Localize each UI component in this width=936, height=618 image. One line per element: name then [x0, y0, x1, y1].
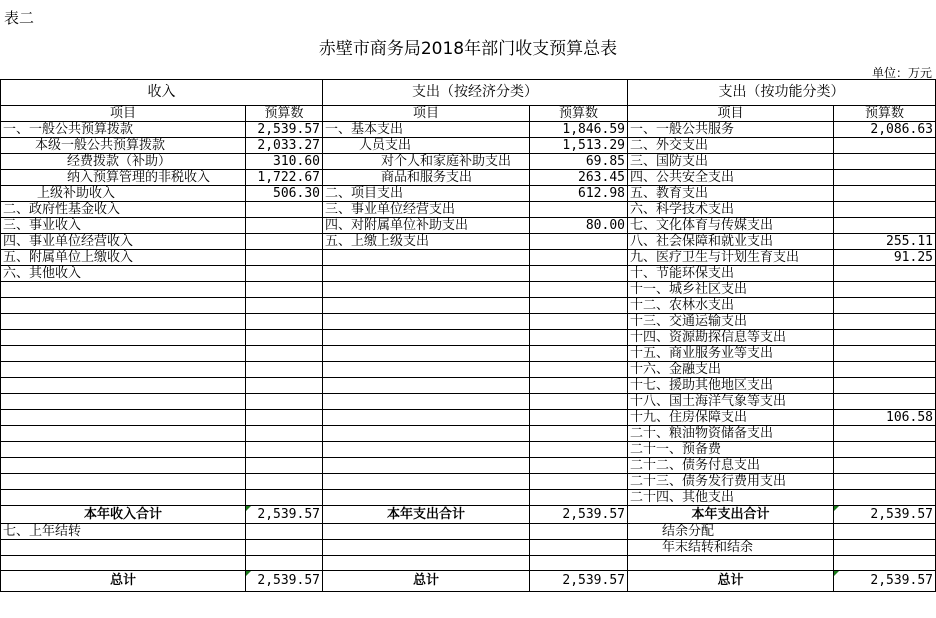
carry-row-2 [1, 540, 936, 556]
func-item: 二十二、债务付息支出 [628, 458, 834, 474]
income-budget [246, 250, 323, 266]
table-row [1, 442, 936, 458]
income-budget: 310.60 [246, 154, 323, 170]
income-budget: 1,722.67 [246, 170, 323, 186]
table-row [1, 266, 936, 282]
table-row [1, 490, 936, 506]
header-income: 收入 [1, 80, 323, 106]
func-item: 四、公共安全支出 [628, 170, 834, 186]
func-item: 五、教育支出 [628, 186, 834, 202]
func-budget [834, 170, 936, 186]
func-item: 一、一般公共服务 [628, 122, 834, 138]
func-item: 二十一、预备费 [628, 442, 834, 458]
table-row [1, 218, 936, 234]
table-row [1, 298, 936, 314]
table-row [1, 314, 936, 330]
func-item: 十五、商业服务业等支出 [628, 346, 834, 362]
income-total-value: 2,539.57 [246, 506, 323, 524]
func-item: 八、社会保障和就业支出 [628, 234, 834, 250]
econ-total-value: 2,539.57 [530, 506, 628, 524]
income-budget [246, 218, 323, 234]
econ-item: 三、事业单位经营支出 [323, 202, 530, 218]
econ-budget [530, 202, 628, 218]
econ-item [323, 378, 530, 394]
income-budget [246, 314, 323, 330]
table-row [1, 122, 936, 138]
grand-total-row [1, 571, 936, 592]
unit-label: 单位：万元 [871, 66, 932, 80]
income-item [1, 298, 246, 314]
func-item: 十九、住房保障支出 [628, 410, 834, 426]
income-budget [246, 410, 323, 426]
func-budget [834, 474, 936, 490]
econ-item [323, 282, 530, 298]
table-row [1, 186, 936, 202]
func-budget: 91.25 [834, 250, 936, 266]
income-item [1, 362, 246, 378]
func-budget [834, 298, 936, 314]
header-budget: 预算数 [246, 106, 323, 122]
prev-year-carry: 七、上年结转 [1, 524, 246, 540]
econ-item [323, 298, 530, 314]
income-item: 二、政府性基金收入 [1, 202, 246, 218]
econ-item [323, 442, 530, 458]
func-item: 二十三、债务发行费用支出 [628, 474, 834, 490]
income-budget [246, 234, 323, 250]
econ-budget [530, 394, 628, 410]
econ-item [323, 362, 530, 378]
surplus-allocation: 结余分配 [628, 524, 834, 540]
func-item: 九、医疗卫生与计划生育支出 [628, 250, 834, 266]
income-item [1, 378, 246, 394]
econ-budget: 1,513.29 [530, 138, 628, 154]
func-budget [834, 186, 936, 202]
income-budget [246, 202, 323, 218]
econ-budget [530, 378, 628, 394]
income-item [1, 490, 246, 506]
table-row [1, 426, 936, 442]
econ-budget [530, 330, 628, 346]
func-budget [834, 378, 936, 394]
econ-item: 商品和服务支出 [323, 170, 530, 186]
income-item: 本级一般公共预算拨款 [1, 138, 246, 154]
income-item: 上级补助收入 [1, 186, 246, 202]
grand-total-label: 总计 [323, 571, 530, 592]
econ-budget [530, 426, 628, 442]
func-budget [834, 138, 936, 154]
table-row [1, 234, 936, 250]
income-item: 纳入预算管理的非税收入 [1, 170, 246, 186]
grand-total-label: 总计 [628, 571, 834, 592]
income-item: 四、事业单位经营收入 [1, 234, 246, 250]
income-budget [246, 362, 323, 378]
func-item: 十六、金融支出 [628, 362, 834, 378]
income-budget [246, 378, 323, 394]
table-row [1, 138, 936, 154]
income-item [1, 282, 246, 298]
income-item [1, 314, 246, 330]
total-row [1, 506, 936, 524]
func-budget [834, 442, 936, 458]
table-row [1, 282, 936, 298]
income-item [1, 458, 246, 474]
econ-item [323, 458, 530, 474]
sheet-label: 表二 [4, 9, 35, 27]
econ-item [323, 490, 530, 506]
econ-budget [530, 410, 628, 426]
income-total-label: 本年收入合计 [1, 506, 246, 524]
econ-item [323, 426, 530, 442]
header-row-sub [1, 106, 936, 122]
grand-total-income: 2,539.57 [246, 571, 323, 592]
table-row [1, 250, 936, 266]
table-row [1, 154, 936, 170]
income-item [1, 346, 246, 362]
econ-item: 人员支出 [323, 138, 530, 154]
func-item: 十、节能环保支出 [628, 266, 834, 282]
income-budget [246, 298, 323, 314]
func-item: 十二、农林水支出 [628, 298, 834, 314]
income-budget [246, 474, 323, 490]
income-item [1, 330, 246, 346]
spacer-row [1, 556, 936, 571]
grand-total-func: 2,539.57 [834, 571, 936, 592]
income-budget [246, 394, 323, 410]
year-end-carry: 年末结转和结余 [628, 540, 834, 556]
table-row [1, 330, 936, 346]
econ-budget [530, 346, 628, 362]
econ-item [323, 394, 530, 410]
income-budget [246, 458, 323, 474]
income-item [1, 442, 246, 458]
econ-item [323, 410, 530, 426]
econ-budget [530, 250, 628, 266]
func-item: 十四、资源勘探信息等支出 [628, 330, 834, 346]
income-budget [246, 426, 323, 442]
header-row-main [1, 80, 936, 106]
func-budget [834, 218, 936, 234]
econ-budget [530, 362, 628, 378]
econ-budget [530, 442, 628, 458]
func-budget [834, 266, 936, 282]
econ-item: 五、上缴上级支出 [323, 234, 530, 250]
income-item [1, 426, 246, 442]
header-item: 项目 [323, 106, 530, 122]
func-budget [834, 154, 936, 170]
econ-item [323, 250, 530, 266]
budget-table [0, 79, 936, 592]
func-budget [834, 490, 936, 506]
func-budget [834, 346, 936, 362]
income-item [1, 394, 246, 410]
header-item: 项目 [1, 106, 246, 122]
func-budget [834, 314, 936, 330]
econ-item [323, 330, 530, 346]
income-item: 五、附属单位上缴收入 [1, 250, 246, 266]
econ-budget [530, 458, 628, 474]
econ-item [323, 266, 530, 282]
grand-total-label: 总计 [1, 571, 246, 592]
econ-item: 一、基本支出 [323, 122, 530, 138]
func-item: 六、科学技术支出 [628, 202, 834, 218]
table-row [1, 474, 936, 490]
econ-item [323, 474, 530, 490]
econ-item [323, 346, 530, 362]
func-total-label: 本年支出合计 [628, 506, 834, 524]
header-budget: 预算数 [530, 106, 628, 122]
table-row [1, 170, 936, 186]
func-budget [834, 330, 936, 346]
income-budget [246, 330, 323, 346]
header-item: 项目 [628, 106, 834, 122]
table-row [1, 202, 936, 218]
econ-budget: 80.00 [530, 218, 628, 234]
func-item: 二十、粮油物资储备支出 [628, 426, 834, 442]
econ-budget [530, 474, 628, 490]
econ-budget: 612.98 [530, 186, 628, 202]
func-item: 二、外交支出 [628, 138, 834, 154]
table-row [1, 394, 936, 410]
func-item: 十三、交通运输支出 [628, 314, 834, 330]
econ-budget [530, 282, 628, 298]
table-row [1, 378, 936, 394]
grand-total-econ: 2,539.57 [530, 571, 628, 592]
income-budget [246, 282, 323, 298]
econ-budget [530, 314, 628, 330]
carry-row [1, 524, 936, 540]
func-budget [834, 282, 936, 298]
econ-item: 四、对附属单位补助支出 [323, 218, 530, 234]
income-item: 一、一般公共预算拨款 [1, 122, 246, 138]
func-budget: 106.58 [834, 410, 936, 426]
header-expense-econ: 支出（按经济分类） [323, 80, 628, 106]
func-budget [834, 362, 936, 378]
income-item [1, 474, 246, 490]
func-total-value: 2,539.57 [834, 506, 936, 524]
income-budget [246, 346, 323, 362]
sheet-header-row [0, 0, 936, 36]
econ-budget [530, 234, 628, 250]
func-budget [834, 202, 936, 218]
income-item [1, 410, 246, 426]
income-item: 经费拨款（补助） [1, 154, 246, 170]
econ-budget: 1,846.59 [530, 122, 628, 138]
income-budget [246, 442, 323, 458]
income-item: 三、事业收入 [1, 218, 246, 234]
income-budget: 506.30 [246, 186, 323, 202]
header-budget: 预算数 [834, 106, 936, 122]
econ-budget [530, 298, 628, 314]
func-item: 七、文化体育与传媒支出 [628, 218, 834, 234]
income-budget: 2,539.57 [246, 122, 323, 138]
income-item: 六、其他收入 [1, 266, 246, 282]
econ-item: 二、项目支出 [323, 186, 530, 202]
table-row [1, 458, 936, 474]
econ-item: 对个人和家庭补助支出 [323, 154, 530, 170]
table-row [1, 362, 936, 378]
econ-item [323, 314, 530, 330]
header-expense-func: 支出（按功能分类） [628, 80, 936, 106]
func-item: 十八、国土海洋气象等支出 [628, 394, 834, 410]
income-budget: 2,033.27 [246, 138, 323, 154]
func-budget [834, 394, 936, 410]
econ-total-label: 本年支出合计 [323, 506, 530, 524]
table-row [1, 346, 936, 362]
income-budget [246, 490, 323, 506]
func-item: 二十四、其他支出 [628, 490, 834, 506]
func-item: 十七、援助其他地区支出 [628, 378, 834, 394]
func-item: 三、国防支出 [628, 154, 834, 170]
func-budget: 2,086.63 [834, 122, 936, 138]
econ-budget [530, 266, 628, 282]
func-budget [834, 458, 936, 474]
econ-budget [530, 490, 628, 506]
econ-budget: 263.45 [530, 170, 628, 186]
income-budget [246, 266, 323, 282]
func-item: 十一、城乡社区支出 [628, 282, 834, 298]
page-title: 赤壁市商务局2018年部门收支预算总表 [318, 39, 618, 59]
econ-budget: 69.85 [530, 154, 628, 170]
func-budget: 255.11 [834, 234, 936, 250]
table-row [1, 410, 936, 426]
func-budget [834, 426, 936, 442]
